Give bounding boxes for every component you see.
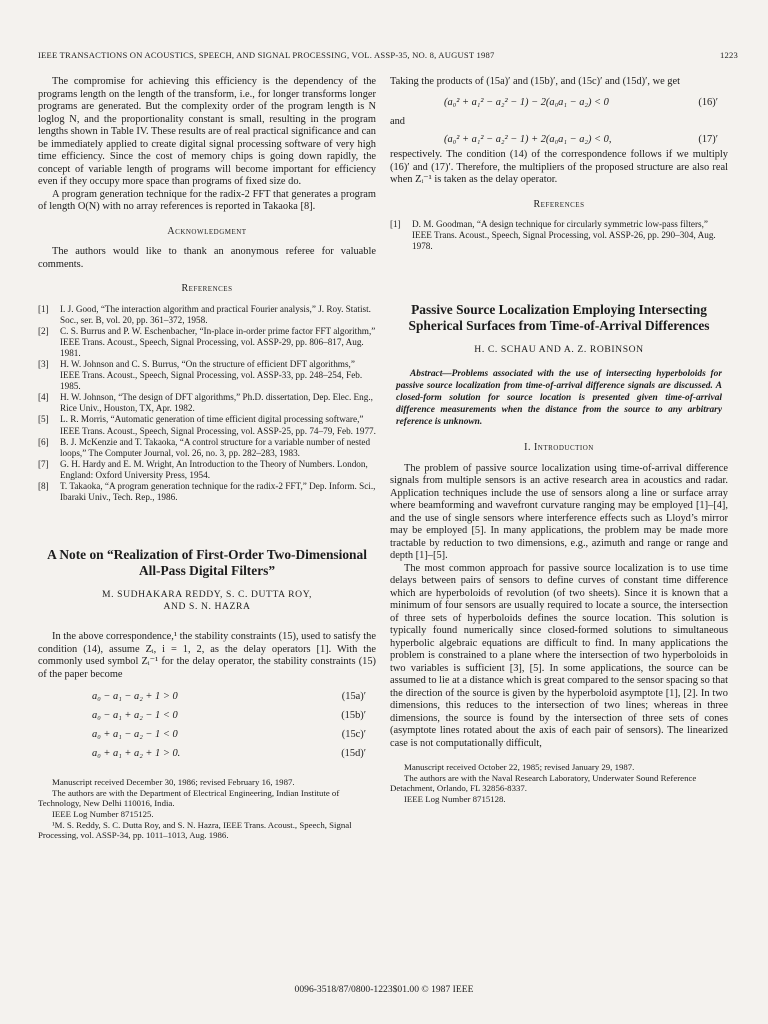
equation-17 <box>390 130 728 149</box>
reference-item <box>38 481 376 503</box>
reference-text: D. M. Goodman, “A design technique for circularly symmetric low-pass filters,” IEEE Trans. Acoust., Speech, Signal Processing, vol. ASSP-26, pp. 290–304, Aug. 1978. <box>412 219 716 252</box>
equation-label: (15b)′ <box>341 710 366 722</box>
equation-15b <box>38 706 376 725</box>
introduction-paragraph-2: The most common approach for passive source localization is to use time delays between pairs of sensors to define curves of constant time difference which are hyperboloids of revolution (of two sheets). Since it is known that a minimum of four sensors are usually required to locate a source, the intersection of three sets of hyperboloids defines the source location. This solution is typically found numerically since closed-formed solutions to simultaneous hyperbolic algebraic equations are difficult to find. In many applications the problem is constrained to a plane where the intersection of two hyperboloids in two variables is sufficient [3], [5]. In some applications, the source can be assumed to lie at a distance which is great compared to the sensor spacing so that the direction of the source is given by the hyperboloid asymptote [1], [2]. In two dimensions, this reduces to the intersection of two lines; whereas in three dimensions, the source is found by the intersection of three sets of cones (asymptote lines rotated about the axis of each pair of sensors). The linearized case is not computationally difficult, <box>390 562 728 749</box>
reference-number: [2] <box>38 325 49 336</box>
right-intro: Taking the products of (15a)′ and (15b)′, and (15c)′ and (15d)′, we get <box>390 76 680 87</box>
reference-item <box>38 459 376 481</box>
equation-label: (15c)′ <box>341 729 366 741</box>
reference-item <box>38 304 376 326</box>
footnote-affiliation: The authors are with the Naval Research Laboratory, Underwater Sound Reference Detachment, Orlando, FL 32856-8337. <box>390 772 697 794</box>
reference-item <box>38 414 376 436</box>
reference-item <box>38 392 376 414</box>
equation-15a <box>38 687 376 706</box>
equation-expression: a₀ − a₁ + a₂ − 1 < 0 <box>92 710 178 722</box>
acknowledgment-heading: Acknowledgment <box>167 225 247 237</box>
right-references-heading: References <box>533 198 585 210</box>
section-heading-introduction: I. Introduction <box>524 442 594 454</box>
equation-expression: a₀ + a₁ − a₂ − 1 < 0 <box>92 729 178 741</box>
note-footnotes <box>38 777 376 841</box>
acknowledgment-text: The authors would like to thank an anonymous referee for valuable comments. <box>38 246 376 270</box>
note-title: A Note on “Realization of First-Order Two-Dimensional All-Pass Digital Filters” <box>47 547 367 579</box>
reference-text: G. H. Hardy and E. M. Wright, An Introduction to the Theory of Numbers. London, England: Oxford University Press, 1954. <box>60 458 368 480</box>
reference-number: [4] <box>38 392 49 403</box>
note-authors <box>38 589 376 613</box>
reference-text: B. J. McKenzie and T. Takaoka, “A control structure for a variable number of nested loops,” The Computer Journal, vol. 26, no. 3, pp. 282–283, 1983. <box>60 436 371 458</box>
footnote-log-number: IEEE Log Number 8715125. <box>52 808 154 819</box>
reference-item <box>38 359 376 392</box>
note-paragraph: In the above correspondence,¹ the stability constraints (15), used to satisfy the condition (14), assume Zᵢ, i = 1, 2, as the delay operators [1]. With the commonly used symbol Zᵢ⁻¹ for the delay operator, the stability constraints (15) of the paper become <box>38 631 376 680</box>
reference-text: C. S. Burrus and P. W. Eschenbacher, “In-place in-order prime factor FFT algorithm,” IEEE Trans. Acoust., Speech, Signal Processing, vol. ASSP-29, pp. 806–817, Aug. 1981. <box>60 325 376 358</box>
running-head <box>38 50 738 60</box>
footnote-log-number: IEEE Log Number 8715128. <box>404 794 506 805</box>
equation-label: (16)′ <box>698 96 718 108</box>
footnote-received: Manuscript received October 22, 1985; revised January 29, 1987. <box>404 762 635 773</box>
reference-number: [1] <box>38 303 49 314</box>
right-column <box>390 76 728 805</box>
footnote-received: Manuscript received December 30, 1986; revised February 16, 1987. <box>52 777 295 788</box>
article-footnotes <box>390 762 728 804</box>
reference-text: T. Takaoka, “A program generation technique for the radix-2 FFT,” Dep. Inform. Sci., Ibaraki Univ., Tech. Rep., 1986. <box>60 481 376 503</box>
equation-label: (15d)′ <box>341 748 366 760</box>
reference-number: [5] <box>38 414 49 425</box>
reference-item <box>38 326 376 359</box>
copyright-line: 0096-3518/87/0800-1223$01.00 © 1987 IEEE <box>294 984 474 995</box>
abstract <box>390 368 728 428</box>
note-authors-line-1: M. SUDHAKARA REDDY, S. C. DUTTA ROY, <box>102 589 312 601</box>
footnote-affiliation: The authors are with the Department of Electrical Engineering, Indian Institute of Technology, New Delhi 110016, India. <box>38 787 340 809</box>
references-list <box>38 304 376 504</box>
right-and: and <box>390 115 406 127</box>
running-head-text: IEEE TRANSACTIONS ON ACOUSTICS, SPEECH, AND SIGNAL PROCESSING, VOL. ASSP-35, NO. 8, AUGUST 1987 <box>38 50 495 60</box>
reference-text: H. W. Johnson, “The design of DFT algorithms,” Ph.D. dissertation, Dep. Elec. Eng., Rice Univ., Houston, TX, Apr. 1982. <box>60 392 373 414</box>
equation-block-15 <box>38 687 376 763</box>
equation-expression: a₀ − a₁ − a₂ + 1 > 0 <box>92 691 178 703</box>
equation-expression: (a₀² + a₁² − a₂² − 1) − 2(a₀a₁ − a₂) < 0 <box>444 96 609 108</box>
right-references-list <box>390 219 728 252</box>
abstract-text: Problems associated with the use of intersecting hyperboloids for passive source localization from time-of-arrival difference signals are discussed. A closed-form solution for source location is presented given time-of-arrival difference measurements when the distance from the source to any arbitrary reference is unknown. <box>396 369 722 428</box>
reference-item <box>38 437 376 459</box>
left-column <box>38 76 376 841</box>
abstract-label: Abstract— <box>410 369 452 380</box>
note-authors-line-2: AND S. N. HAZRA <box>163 601 251 613</box>
equation-expression: a₀ + a₁ + a₂ + 1 > 0. <box>92 748 181 760</box>
reference-text: I. J. Good, “The interaction algorithm and practical Fourier analysis,” J. Roy. Statist. Soc., ser. B, vol. 20, pp. 361–372, 1958. <box>60 303 371 325</box>
footnote-citation: ¹M. S. Reddy, S. C. Dutta Roy, and S. N. Hazra, IEEE Trans. Acoust., Speech, Signal Processing, vol. ASSP-34, pp. 1011–1013, Aug. 1986. <box>38 819 352 841</box>
introduction-paragraph-1: The problem of passive source localization using time-of-arrival difference signals from multiple sensors is an active research area in acoustics and radar. Application techniques include the use of sensors along a line or surface array where beamforming and wavefront curvature ranging may be employed [1]–[4], and the use of single sensors where interference effects such as Lloyd’s mirror may be employed [5]. In many applications, the problem may be made more tractable by reduction to two dimensions, e.g., azimuth and range or range and depth [1]–[5]. <box>390 462 728 562</box>
reference-number: [8] <box>38 481 49 491</box>
equation-15d <box>38 744 376 763</box>
reference-number: [7] <box>38 458 49 469</box>
equation-label: (17)′ <box>698 134 718 145</box>
references-heading: References <box>181 283 233 294</box>
article-title: Passive Source Localization Employing Intersecting Spherical Surfaces from Time-of-Arrival Differences <box>408 302 710 334</box>
reference-text: L. R. Morris, “Automatic generation of time efficient digital processing software,” IEEE Trans. Acoust., Speech, Signal Processing, vol. ASSP-25, pp. 74–79, Feb. 1977. <box>60 414 376 436</box>
equation-expression: (a₀² + a₁² − a₂² − 1) + 2(a₀a₁ − a₂) < 0, <box>444 134 612 145</box>
reference-number: [3] <box>38 358 49 369</box>
right-paragraph-after: respectively. The condition (14) of the correspondence follows if we multiply (16)′ and (17)′. Therefore, the multipliers of the proposed structure are also real when Zᵢ⁻¹ is taken as the delay operator. <box>390 149 728 185</box>
reference-item <box>390 219 728 252</box>
reference-text: H. W. Johnson and C. S. Burrus, “On the structure of efficient DFT algorithms,” IEEE Trans. Acoust., Speech, Signal Processing, vol. ASSP-33, pp. 248–254, Feb. 1985. <box>60 358 363 392</box>
equation-15c <box>38 725 376 744</box>
left-paragraph-2: A program generation technique for the radix-2 FFT that generates a program of length O(N) with no array references is reported in Takaoka [8]. <box>38 188 376 212</box>
reference-number: [1] <box>390 219 401 229</box>
article-authors: H. C. SCHAU AND A. Z. ROBINSON <box>474 344 644 356</box>
page-number: 1223 <box>720 50 738 60</box>
equation-label: (15a)′ <box>341 691 366 703</box>
left-paragraph-1: The compromise for achieving this efficiency is the dependency of the programs length on the length of the transform, i.e., for longer transforms longer programs are generated. But the complexity order of the program length is N loglog N, and the proportionality constant is small, resulting in the program lengths shown in Table IV. These results are of real practical significance and can be immediately applied to create digital signal processing software of very high time efficiency. Since the cost of memory chips is going down rapidly, the concept of variable length of programs will become important for efficiency even if they occupy more space than programs of fixed size do. <box>38 76 377 187</box>
reference-number: [6] <box>38 436 49 447</box>
equation-16 <box>390 93 728 112</box>
